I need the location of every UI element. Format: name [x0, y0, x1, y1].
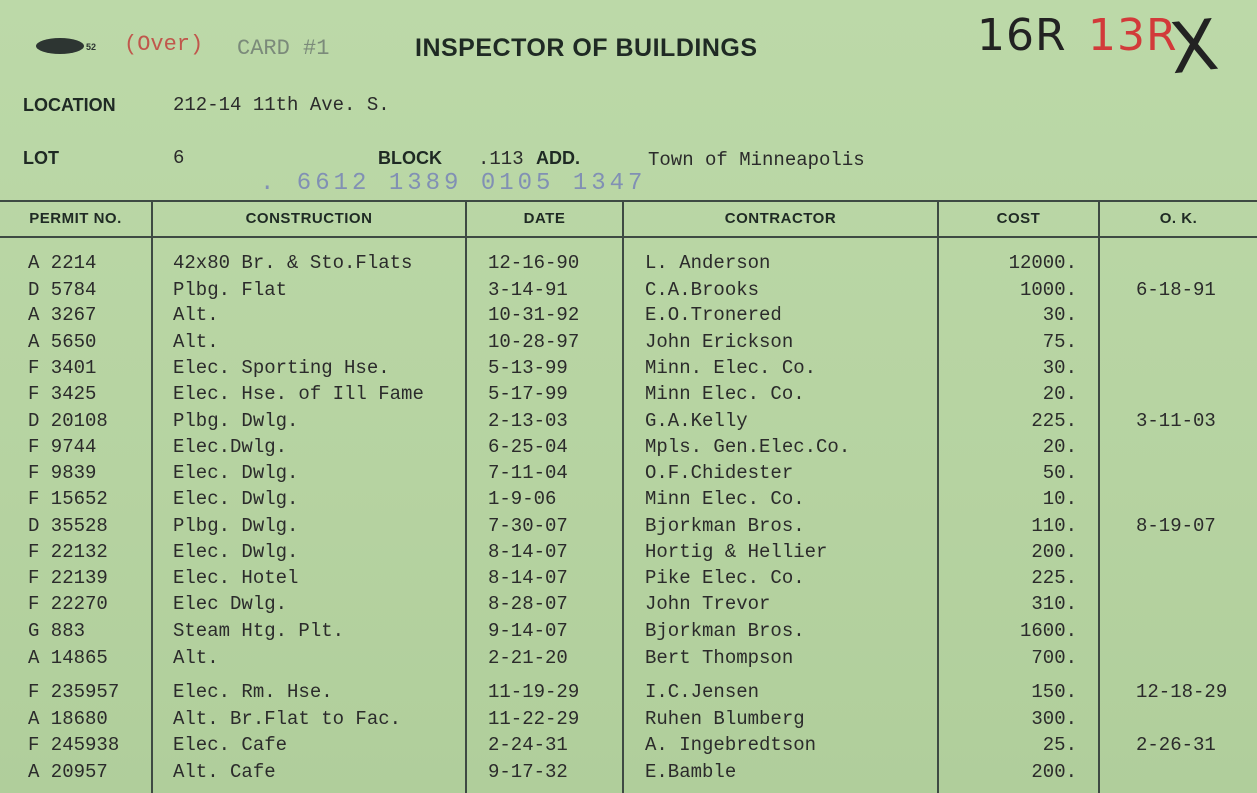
table-row	[0, 681, 1257, 707]
handwritten-code-1: 16R	[977, 10, 1067, 61]
cost-value: 1000.	[1019, 279, 1077, 301]
cost-value: 700.	[1031, 647, 1077, 669]
cost-value: 50.	[1042, 462, 1077, 484]
table-row	[0, 462, 1257, 488]
permit-date: 11-19-29	[488, 681, 580, 703]
table-row	[0, 761, 1257, 787]
table-row	[0, 708, 1257, 734]
permit-number: D 20108	[28, 410, 108, 432]
printer-logo-icon	[36, 38, 84, 54]
cost-value: 12000.	[1008, 252, 1077, 274]
permit-date: 12-16-90	[488, 252, 580, 274]
header-contractor: CONTRACTOR	[724, 210, 837, 227]
permit-number: D 5784	[28, 279, 97, 301]
add-label: ADD.	[536, 148, 580, 168]
permit-number: A 5650	[28, 331, 97, 353]
permit-number: F 245938	[28, 734, 120, 756]
add-value: Town of Minneapolis	[648, 149, 865, 171]
permit-date: 2-24-31	[488, 734, 568, 756]
contractor-name: C.A.Brooks	[645, 279, 760, 301]
table-top-rule	[0, 200, 1257, 202]
permit-date: 8-14-07	[488, 541, 568, 563]
contractor-name: Bjorkman Bros.	[645, 515, 805, 537]
permit-date: 1-9-06	[488, 488, 557, 510]
construction-type: Elec. Rm. Hse.	[173, 681, 333, 703]
permit-date: 11-22-29	[488, 708, 580, 730]
contractor-name: E.O.Tronered	[645, 304, 782, 326]
permit-number: F 9744	[28, 436, 97, 458]
header-cost: COST	[996, 210, 1041, 227]
construction-type: Plbg. Dwlg.	[173, 515, 299, 537]
construction-type: Alt. Br.Flat to Fac.	[173, 708, 402, 730]
permit-number: F 235957	[28, 681, 120, 703]
table-header-rule	[0, 236, 1257, 238]
construction-type: Elec. Dwlg.	[173, 462, 299, 484]
contractor-name: O.F.Chidester	[645, 462, 794, 484]
construction-type: Elec. Dwlg.	[173, 488, 299, 510]
permit-number: A 18680	[28, 708, 108, 730]
table-row	[0, 620, 1257, 646]
permit-date: 3-14-91	[488, 279, 568, 301]
table-row	[0, 383, 1257, 409]
cost-value: 1600.	[1019, 620, 1077, 642]
permit-date: 10-31-92	[488, 304, 580, 326]
header-permit-no: PERMIT NO.	[29, 210, 122, 227]
permit-number: F 3425	[28, 383, 97, 405]
permit-date: 8-28-07	[488, 593, 568, 615]
handwritten-mark: X	[1165, 3, 1223, 91]
cost-value: 30.	[1042, 304, 1077, 326]
construction-type: 42x80 Br. & Sto.Flats	[173, 252, 413, 274]
cost-value: 300.	[1031, 708, 1077, 730]
contractor-name: G.A.Kelly	[645, 410, 748, 432]
permit-number: F 22270	[28, 593, 108, 615]
contractor-name: E.Bamble	[645, 761, 737, 783]
cost-value: 25.	[1042, 734, 1077, 756]
contractor-name: I.C.Jensen	[645, 681, 760, 703]
card-title: INSPECTOR OF BUILDINGS	[415, 34, 758, 62]
permit-date: 9-14-07	[488, 620, 568, 642]
contractor-name: Bjorkman Bros.	[645, 620, 805, 642]
cost-value: 20.	[1042, 383, 1077, 405]
stamp-number: . 6612 1389 0105 1347	[260, 170, 647, 197]
permit-date: 2-13-03	[488, 410, 568, 432]
permit-date: 5-17-99	[488, 383, 568, 405]
permit-date: 2-21-20	[488, 647, 568, 669]
construction-type: Elec. Dwlg.	[173, 541, 299, 563]
permit-number: A 2214	[28, 252, 97, 274]
permit-number: G 883	[28, 620, 86, 642]
cost-value: 225.	[1031, 410, 1077, 432]
construction-type: Steam Htg. Plt.	[173, 620, 345, 642]
construction-type: Alt.	[173, 331, 219, 353]
cost-value: 310.	[1031, 593, 1077, 615]
cost-value: 225.	[1031, 567, 1077, 589]
table-row	[0, 541, 1257, 567]
table-row	[0, 252, 1257, 278]
table-row	[0, 331, 1257, 357]
handwritten-code-2: 13R	[1088, 10, 1178, 61]
construction-type: Elec.Dwlg.	[173, 436, 288, 458]
permit-number: A 20957	[28, 761, 108, 783]
permit-number: A 14865	[28, 647, 108, 669]
construction-type: Alt.	[173, 647, 219, 669]
table-row	[0, 304, 1257, 330]
permit-number: F 3401	[28, 357, 97, 379]
location-value: 212-14 11th Ave. S.	[173, 94, 390, 116]
table-row	[0, 593, 1257, 619]
construction-type: Alt.	[173, 304, 219, 326]
construction-type: Elec. Cafe	[173, 734, 288, 756]
logo-number: 52	[86, 42, 97, 52]
contractor-name: Ruhen Blumberg	[645, 708, 805, 730]
table-row	[0, 567, 1257, 593]
table-row	[0, 357, 1257, 383]
lot-value: 6	[173, 147, 185, 169]
table-row	[0, 734, 1257, 760]
permit-number: F 9839	[28, 462, 97, 484]
block-value: .113	[478, 148, 524, 170]
permit-date: 7-11-04	[488, 462, 568, 484]
contractor-name: Mpls. Gen.Elec.Co.	[645, 436, 851, 458]
card-number: CARD #1	[237, 36, 330, 61]
permit-date: 8-14-07	[488, 567, 568, 589]
permit-table	[0, 200, 1257, 793]
contractor-name: John Erickson	[645, 331, 794, 353]
permit-number: F 15652	[28, 488, 108, 510]
permit-number: F 22139	[28, 567, 108, 589]
ok-date: 8-19-07	[1136, 515, 1216, 537]
contractor-name: Hortig & Hellier	[645, 541, 828, 563]
header-ok: O. K.	[1159, 210, 1198, 227]
header-date: DATE	[523, 210, 566, 227]
lot-label: LOT	[23, 148, 59, 168]
ok-date: 3-11-03	[1136, 410, 1216, 432]
table-row	[0, 436, 1257, 462]
construction-type: Elec. Hotel	[173, 567, 299, 589]
ok-date: 12-18-29	[1136, 681, 1228, 703]
construction-type: Elec. Hse. of Ill Fame	[173, 383, 424, 405]
cost-value: 200.	[1031, 541, 1077, 563]
construction-type: Alt. Cafe	[173, 761, 276, 783]
block-label: BLOCK	[378, 148, 442, 168]
permit-date: 9-17-32	[488, 761, 568, 783]
location-label: LOCATION	[23, 95, 116, 115]
contractor-name: Bert Thompson	[645, 647, 794, 669]
table-row	[0, 647, 1257, 673]
cost-value: 110.	[1031, 515, 1077, 537]
cost-value: 200.	[1031, 761, 1077, 783]
cost-value: 150.	[1031, 681, 1077, 703]
permit-number: A 3267	[28, 304, 97, 326]
over-note: (Over)	[124, 32, 204, 57]
cost-value: 75.	[1042, 331, 1077, 353]
permit-number: D 35528	[28, 515, 108, 537]
permit-date: 6-25-04	[488, 436, 568, 458]
contractor-name: Minn. Elec. Co.	[645, 357, 817, 379]
permit-date: 7-30-07	[488, 515, 568, 537]
table-row	[0, 488, 1257, 514]
contractor-name: Pike Elec. Co.	[645, 567, 805, 589]
construction-type: Elec Dwlg.	[173, 593, 288, 615]
header-construction: CONSTRUCTION	[245, 210, 373, 227]
contractor-name: Minn Elec. Co.	[645, 383, 805, 405]
permit-date: 5-13-99	[488, 357, 568, 379]
contractor-name: Minn Elec. Co.	[645, 488, 805, 510]
construction-type: Elec. Sporting Hse.	[173, 357, 390, 379]
ok-date: 2-26-31	[1136, 734, 1216, 756]
contractor-name: John Trevor	[645, 593, 771, 615]
construction-type: Plbg. Flat	[173, 279, 288, 301]
cost-value: 20.	[1042, 436, 1077, 458]
construction-type: Plbg. Dwlg.	[173, 410, 299, 432]
permit-date: 10-28-97	[488, 331, 580, 353]
contractor-name: A. Ingebredtson	[645, 734, 817, 756]
table-row	[0, 279, 1257, 305]
cost-value: 10.	[1042, 488, 1077, 510]
table-row	[0, 515, 1257, 541]
permit-number: F 22132	[28, 541, 108, 563]
ok-date: 6-18-91	[1136, 279, 1216, 301]
cost-value: 30.	[1042, 357, 1077, 379]
contractor-name: L. Anderson	[645, 252, 771, 274]
table-row	[0, 410, 1257, 436]
